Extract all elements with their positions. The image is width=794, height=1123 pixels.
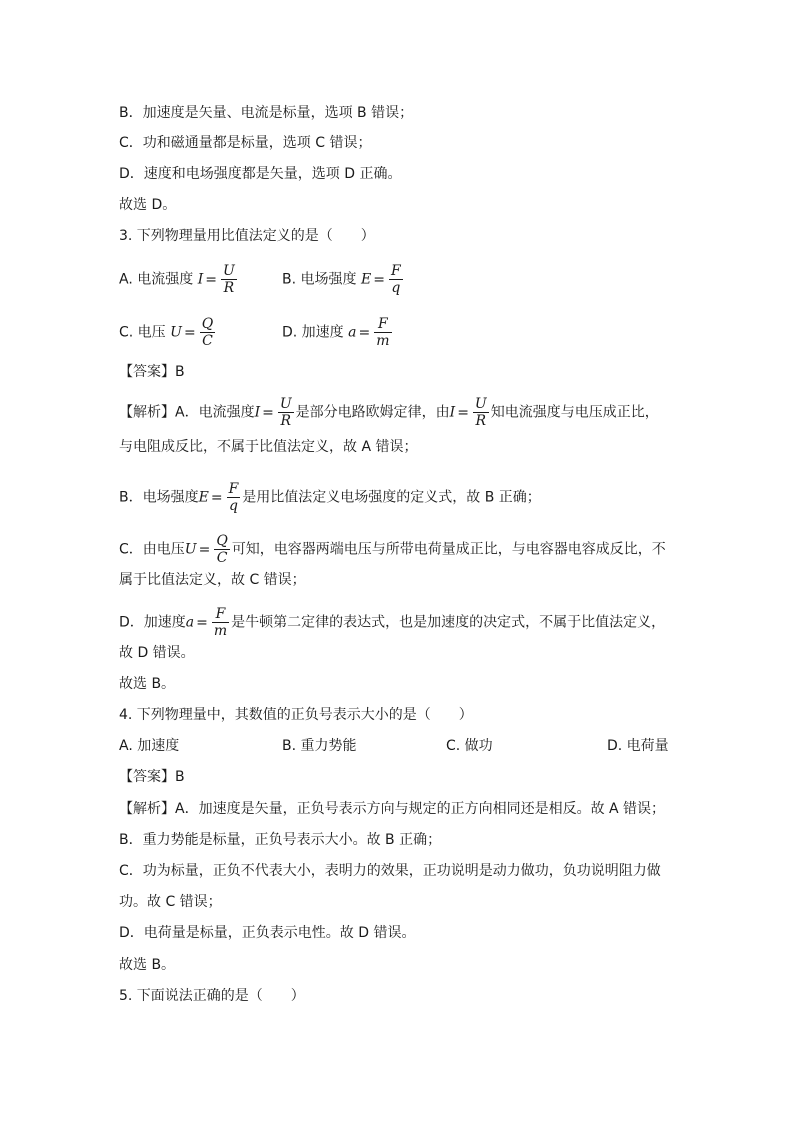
q3-conclusion: 故选 B。: [119, 676, 176, 692]
q3-analysis-d-fraction: $\frac{F}{m}$: [213, 606, 228, 639]
q3-analysis-a-fraction-2: $\frac{U}{R}$: [474, 396, 487, 429]
q4-analysis-a: 【解析】A．加速度是矢量，正负号表示方向与规定的正方向相同还是相反。故 A 错误；: [119, 801, 666, 817]
q3-option-a-label: A. 电流强度: [119, 271, 194, 288]
analysis-line-d-prev: D．速度和电场强度都是矢量，选项 D 正确。: [119, 166, 402, 182]
q3-analysis-a-line-2: 与电阻成反比，不属于比值法定义，故 A 错误；: [119, 439, 418, 455]
question-4-stem: 4. 下列物理量中，其数值的正负号表示大小的是（ ）: [119, 707, 473, 723]
analysis-tag: 【解析】: [119, 404, 175, 421]
q4-analysis-d: D．电荷量是标量，正负表示电性。故 D 错误。: [119, 925, 416, 941]
q3-option-c-lhs: U: [170, 324, 182, 341]
q4-option-c: C. 做功: [446, 738, 493, 754]
q3-analysis-d-line-1: D．加速度a = $\frac{F}{m}$ 是牛顿第二定律的表达式，也是加速度的决定式，不属于比值法定义，: [119, 606, 666, 639]
q4-conclusion: 故选 B。: [119, 957, 176, 973]
q3-analysis-b: B．电场强度E = $\frac{F}{q}$ 是用比值法定义电场强度的定义式，故 B 正确；: [119, 481, 541, 514]
answer-tag: 【答案】: [119, 364, 175, 380]
conclusion-line-prev: 故选 D。: [119, 197, 177, 213]
q3-option-b-label: B. 电场强度: [282, 271, 357, 288]
q3-option-d-fraction: $\frac{F}{m}$: [376, 316, 390, 349]
q3-option-d-lhs: a: [348, 324, 357, 341]
q3-option-d-label: D. 加速度: [282, 324, 344, 341]
q4-option-d: D. 电荷量: [607, 738, 669, 754]
q3-analysis-c-line-1: C．由电压U = $\frac{Q}{C}$ 可知，电容器两端电压与所带电荷量成正比，与电容器电容成反比，不: [119, 533, 666, 566]
q3-analysis-b-fraction: $\frac{F}{q}$: [228, 481, 239, 514]
answer-tag: 【答案】: [119, 769, 175, 785]
q4-option-b: B. 重力势能: [282, 738, 357, 754]
question-3-stem: 3. 下列物理量用比值法定义的是（ ）: [119, 228, 375, 244]
q3-answer-value: B: [175, 364, 185, 380]
q3-option-b: B. 电场强度 E = $\frac{F}{q}$: [282, 263, 401, 296]
analysis-line-c-prev: C．功和磁通量都是标量，选项 C 错误；: [119, 135, 372, 151]
q3-analysis-c-line-2: 属于比值法定义，故 C 错误；: [119, 572, 306, 588]
q3-option-c-label: C. 电压: [119, 324, 166, 341]
q3-answer: [119, 362, 185, 382]
q3-analysis-a-line-1: 【解析】A．电流强度I = $\frac{U}{R}$ 是部分电路欧姆定律，由I = $\frac{U}{R}$ 知电流强度与电压成正比，: [119, 396, 659, 429]
q4-analysis-b: B．重力势能是标量，正负号表示大小。故 B 正确；: [119, 832, 442, 848]
q3-analysis-a-fraction-1: $\frac{U}{R}$: [279, 396, 292, 429]
analysis-tag: 【解析】: [119, 801, 175, 817]
q3-option-a-lhs: I: [197, 271, 204, 288]
q3-option-a: A. 电流强度 I = $\frac{U}{R}$: [119, 263, 235, 296]
q3-analysis-c-fraction: $\frac{Q}{C}$: [216, 533, 228, 566]
q3-analysis-d-line-2: 故 D 错误。: [119, 645, 195, 661]
q4-answer-value: B: [175, 769, 185, 785]
q3-option-d: D. 加速度 a = $\frac{F}{m}$: [282, 316, 390, 349]
q4-option-a: A. 加速度: [119, 738, 180, 754]
question-5-stem: 5. 下面说法正确的是（ ）: [119, 988, 305, 1004]
q4-analysis-c-line-2: 功。故 C 错误；: [119, 894, 222, 910]
analysis-line-b-prev: B．加速度是矢量、电流是标量，选项 B 错误；: [119, 105, 414, 121]
q3-option-c: C. 电压 U = $\frac{Q}{C}$: [119, 316, 214, 349]
q3-option-c-fraction: $\frac{Q}{C}$: [201, 316, 214, 349]
q3-option-b-lhs: E: [360, 271, 372, 288]
q4-analysis-c-line-1: C．功为标量，正负不代表大小，表明力的效果，正功说明是动力做功，负功说明阻力做: [119, 863, 661, 879]
q3-option-b-fraction: $\frac{F}{q}$: [390, 263, 401, 296]
q3-option-a-fraction: $\frac{U}{R}$: [222, 263, 235, 296]
q4-answer: [119, 767, 185, 787]
